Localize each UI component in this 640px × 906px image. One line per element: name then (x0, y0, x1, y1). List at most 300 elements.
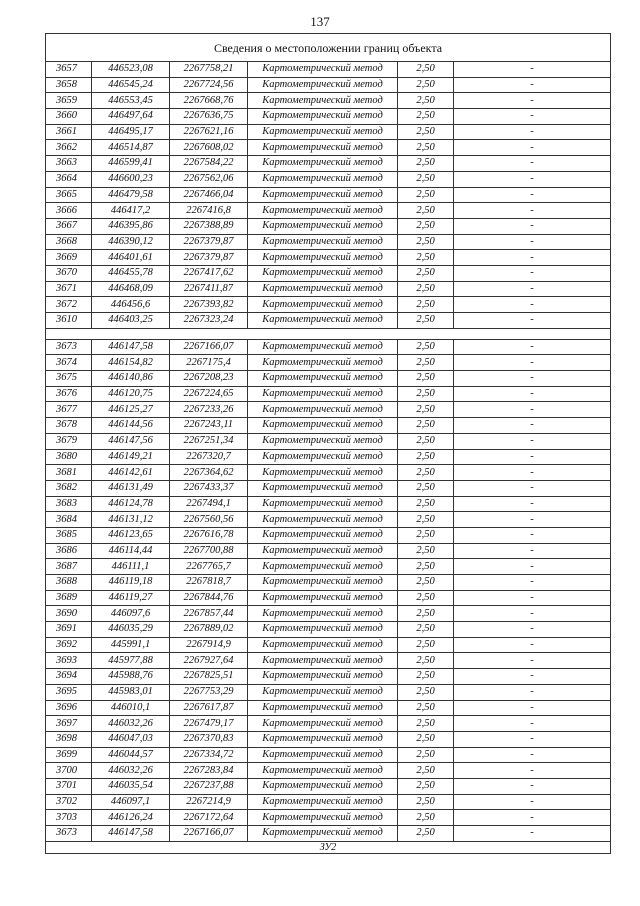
x-coordinate-cell: 446417,2 (92, 203, 170, 219)
x-coordinate-cell: 446140,86 (92, 371, 170, 387)
description-cell: - (454, 559, 611, 575)
point-number-cell: 3687 (46, 559, 92, 575)
description-cell: - (454, 826, 611, 842)
accuracy-cell: 2,50 (398, 218, 454, 234)
accuracy-cell: 2,50 (398, 606, 454, 622)
method-cell: Картометрический метод (248, 109, 398, 125)
method-cell: Картометрический метод (248, 716, 398, 732)
y-coordinate-cell: 2267857,44 (170, 606, 248, 622)
page-number: 137 (310, 14, 330, 29)
table-row (46, 339, 611, 355)
table-row (46, 653, 611, 669)
method-cell: Картометрический метод (248, 622, 398, 638)
point-number-cell: 3694 (46, 669, 92, 685)
footer-row (46, 841, 611, 853)
accuracy-cell: 2,50 (398, 810, 454, 826)
description-cell: - (454, 637, 611, 653)
table-row (46, 124, 611, 140)
point-number-cell: 3664 (46, 171, 92, 187)
description-cell: - (454, 700, 611, 716)
method-cell: Картометрический метод (248, 512, 398, 528)
point-number-cell: 3685 (46, 527, 92, 543)
description-cell: - (454, 622, 611, 638)
accuracy-cell: 2,50 (398, 203, 454, 219)
accuracy-cell: 2,50 (398, 763, 454, 779)
method-cell: Картометрический метод (248, 371, 398, 387)
point-number-cell: 3686 (46, 543, 92, 559)
x-coordinate-cell: 446114,44 (92, 543, 170, 559)
description-cell: - (454, 171, 611, 187)
y-coordinate-cell: 2267724,56 (170, 77, 248, 93)
y-coordinate-cell: 2267416,8 (170, 203, 248, 219)
method-cell: Картометрический метод (248, 637, 398, 653)
table-title: Сведения о местоположении границ объекта (46, 34, 611, 62)
accuracy-cell: 2,50 (398, 418, 454, 434)
x-coordinate-cell: 446123,65 (92, 527, 170, 543)
y-coordinate-cell: 2267379,87 (170, 250, 248, 266)
point-number-cell: 3699 (46, 747, 92, 763)
description-cell: - (454, 763, 611, 779)
method-cell: Картометрический метод (248, 156, 398, 172)
y-coordinate-cell: 2267700,88 (170, 543, 248, 559)
accuracy-cell: 2,50 (398, 355, 454, 371)
point-number-cell: 3689 (46, 590, 92, 606)
table-row (46, 250, 611, 266)
method-cell: Картометрический метод (248, 218, 398, 234)
accuracy-cell: 2,50 (398, 716, 454, 732)
description-cell: - (454, 433, 611, 449)
x-coordinate-cell: 446131,12 (92, 512, 170, 528)
method-cell: Картометрический метод (248, 171, 398, 187)
table-row (46, 203, 611, 219)
description-cell: - (454, 386, 611, 402)
description-cell: - (454, 124, 611, 140)
point-number-cell: 3610 (46, 313, 92, 329)
x-coordinate-cell: 446154,82 (92, 355, 170, 371)
point-number-cell: 3676 (46, 386, 92, 402)
x-coordinate-cell: 446468,09 (92, 281, 170, 297)
x-coordinate-cell: 446032,26 (92, 716, 170, 732)
method-cell: Картометрический метод (248, 386, 398, 402)
table-row (46, 590, 611, 606)
table-row (46, 669, 611, 685)
x-coordinate-cell: 445988,76 (92, 669, 170, 685)
table-row (46, 559, 611, 575)
description-cell: - (454, 265, 611, 281)
footer-label: ЗУ2 (46, 841, 611, 853)
y-coordinate-cell: 2267208,23 (170, 371, 248, 387)
y-coordinate-cell: 2267636,75 (170, 109, 248, 125)
method-cell: Картометрический метод (248, 449, 398, 465)
point-number-cell: 3673 (46, 339, 92, 355)
y-coordinate-cell: 2267417,62 (170, 265, 248, 281)
x-coordinate-cell: 446497,64 (92, 109, 170, 125)
table-row (46, 281, 611, 297)
description-cell: - (454, 297, 611, 313)
x-coordinate-cell: 446599,41 (92, 156, 170, 172)
y-coordinate-cell: 2267608,02 (170, 140, 248, 156)
x-coordinate-cell: 446125,27 (92, 402, 170, 418)
x-coordinate-cell: 446545,24 (92, 77, 170, 93)
x-coordinate-cell: 446403,25 (92, 313, 170, 329)
x-coordinate-cell: 446032,26 (92, 763, 170, 779)
x-coordinate-cell: 446119,27 (92, 590, 170, 606)
table-row (46, 386, 611, 402)
description-cell: - (454, 418, 611, 434)
accuracy-cell: 2,50 (398, 265, 454, 281)
method-cell: Картометрический метод (248, 355, 398, 371)
x-coordinate-cell: 446111,1 (92, 559, 170, 575)
accuracy-cell: 2,50 (398, 297, 454, 313)
x-coordinate-cell: 446126,24 (92, 810, 170, 826)
accuracy-cell: 2,50 (398, 171, 454, 187)
boundary-table (45, 33, 611, 854)
accuracy-cell: 2,50 (398, 386, 454, 402)
accuracy-cell: 2,50 (398, 622, 454, 638)
x-coordinate-cell: 446395,86 (92, 218, 170, 234)
table-row (46, 187, 611, 203)
y-coordinate-cell: 2267753,29 (170, 684, 248, 700)
table-row (46, 778, 611, 794)
y-coordinate-cell: 2267825,51 (170, 669, 248, 685)
point-number-cell: 3697 (46, 716, 92, 732)
point-number-cell: 3666 (46, 203, 92, 219)
description-cell: - (454, 590, 611, 606)
x-coordinate-cell: 446495,17 (92, 124, 170, 140)
method-cell: Картометрический метод (248, 559, 398, 575)
point-number-cell: 3660 (46, 109, 92, 125)
x-coordinate-cell: 446514,87 (92, 140, 170, 156)
table-row (46, 826, 611, 842)
accuracy-cell: 2,50 (398, 465, 454, 481)
accuracy-cell: 2,50 (398, 187, 454, 203)
point-number-cell: 3672 (46, 297, 92, 313)
x-coordinate-cell: 446035,29 (92, 622, 170, 638)
accuracy-cell: 2,50 (398, 669, 454, 685)
y-coordinate-cell: 2267364,62 (170, 465, 248, 481)
description-cell: - (454, 527, 611, 543)
table-row (46, 700, 611, 716)
point-number-cell: 3703 (46, 810, 92, 826)
accuracy-cell: 2,50 (398, 124, 454, 140)
description-cell: - (454, 402, 611, 418)
method-cell: Картометрический метод (248, 418, 398, 434)
accuracy-cell: 2,50 (398, 371, 454, 387)
point-number-cell: 3698 (46, 731, 92, 747)
point-number-cell: 3670 (46, 265, 92, 281)
y-coordinate-cell: 2267224,65 (170, 386, 248, 402)
table-row (46, 810, 611, 826)
table-row (46, 731, 611, 747)
description-cell: - (454, 575, 611, 591)
point-number-cell: 3671 (46, 281, 92, 297)
accuracy-cell: 2,50 (398, 313, 454, 329)
table-row (46, 371, 611, 387)
table-row (46, 355, 611, 371)
table-row (46, 465, 611, 481)
y-coordinate-cell: 2267166,07 (170, 339, 248, 355)
point-number-cell: 3695 (46, 684, 92, 700)
table-row (46, 637, 611, 653)
method-cell: Картометрический метод (248, 653, 398, 669)
description-cell: - (454, 684, 611, 700)
description-cell: - (454, 512, 611, 528)
point-number-cell: 3658 (46, 77, 92, 93)
description-cell: - (454, 543, 611, 559)
method-cell: Картометрический метод (248, 747, 398, 763)
description-cell: - (454, 778, 611, 794)
point-number-cell: 3696 (46, 700, 92, 716)
method-cell: Картометрический метод (248, 124, 398, 140)
method-cell: Картометрический метод (248, 527, 398, 543)
table-row (46, 763, 611, 779)
x-coordinate-cell: 446120,75 (92, 386, 170, 402)
table-row (46, 684, 611, 700)
y-coordinate-cell: 2267411,87 (170, 281, 248, 297)
method-cell: Картометрический метод (248, 543, 398, 559)
y-coordinate-cell: 2267379,87 (170, 234, 248, 250)
point-number-cell: 3679 (46, 433, 92, 449)
accuracy-cell: 2,50 (398, 496, 454, 512)
x-coordinate-cell: 446144,56 (92, 418, 170, 434)
point-number-cell: 3667 (46, 218, 92, 234)
accuracy-cell: 2,50 (398, 402, 454, 418)
table-row (46, 109, 611, 125)
method-cell: Картометрический метод (248, 575, 398, 591)
accuracy-cell: 2,50 (398, 480, 454, 496)
y-coordinate-cell: 2267621,16 (170, 124, 248, 140)
point-number-cell: 3692 (46, 637, 92, 653)
y-coordinate-cell: 2267889,02 (170, 622, 248, 638)
x-coordinate-cell: 445991,1 (92, 637, 170, 653)
accuracy-cell: 2,50 (398, 684, 454, 700)
y-coordinate-cell: 2267758,21 (170, 62, 248, 78)
x-coordinate-cell: 446401,61 (92, 250, 170, 266)
description-cell: - (454, 109, 611, 125)
accuracy-cell: 2,50 (398, 653, 454, 669)
table-row (46, 794, 611, 810)
method-cell: Картометрический метод (248, 62, 398, 78)
table-row (46, 512, 611, 528)
accuracy-cell: 2,50 (398, 575, 454, 591)
method-cell: Картометрический метод (248, 480, 398, 496)
method-cell: Картометрический метод (248, 684, 398, 700)
point-number-cell: 3693 (46, 653, 92, 669)
method-cell: Картометрический метод (248, 187, 398, 203)
point-number-cell: 3681 (46, 465, 92, 481)
description-cell: - (454, 496, 611, 512)
accuracy-cell: 2,50 (398, 559, 454, 575)
description-cell: - (454, 140, 611, 156)
description-cell: - (454, 250, 611, 266)
method-cell: Картометрический метод (248, 203, 398, 219)
method-cell: Картометрический метод (248, 265, 398, 281)
accuracy-cell: 2,50 (398, 156, 454, 172)
y-coordinate-cell: 2267844,76 (170, 590, 248, 606)
y-coordinate-cell: 2267237,88 (170, 778, 248, 794)
method-cell: Картометрический метод (248, 297, 398, 313)
point-number-cell: 3659 (46, 93, 92, 109)
method-cell: Картометрический метод (248, 590, 398, 606)
accuracy-cell: 2,50 (398, 700, 454, 716)
table-row (46, 433, 611, 449)
point-number-cell: 3700 (46, 763, 92, 779)
description-cell: - (454, 156, 611, 172)
y-coordinate-cell: 2267433,37 (170, 480, 248, 496)
y-coordinate-cell: 2267334,72 (170, 747, 248, 763)
table-row (46, 77, 611, 93)
y-coordinate-cell: 2267283,84 (170, 763, 248, 779)
point-number-cell: 3702 (46, 794, 92, 810)
point-number-cell: 3684 (46, 512, 92, 528)
table-row (46, 496, 611, 512)
accuracy-cell: 2,50 (398, 527, 454, 543)
table-row (46, 265, 611, 281)
method-cell: Картометрический метод (248, 794, 398, 810)
x-coordinate-cell: 446035,54 (92, 778, 170, 794)
table-row (46, 527, 611, 543)
point-number-cell: 3673 (46, 826, 92, 842)
point-number-cell: 3665 (46, 187, 92, 203)
y-coordinate-cell: 2267243,11 (170, 418, 248, 434)
point-number-cell: 3683 (46, 496, 92, 512)
table-row (46, 156, 611, 172)
point-number-cell: 3669 (46, 250, 92, 266)
accuracy-cell: 2,50 (398, 234, 454, 250)
description-cell: - (454, 653, 611, 669)
point-number-cell: 3677 (46, 402, 92, 418)
x-coordinate-cell: 446119,18 (92, 575, 170, 591)
accuracy-cell: 2,50 (398, 747, 454, 763)
separator-cell (46, 328, 611, 339)
x-coordinate-cell: 446142,61 (92, 465, 170, 481)
accuracy-cell: 2,50 (398, 339, 454, 355)
point-number-cell: 3662 (46, 140, 92, 156)
y-coordinate-cell: 2267584,22 (170, 156, 248, 172)
accuracy-cell: 2,50 (398, 433, 454, 449)
method-cell: Картометрический метод (248, 433, 398, 449)
table-row (46, 449, 611, 465)
method-cell: Картометрический метод (248, 339, 398, 355)
accuracy-cell: 2,50 (398, 449, 454, 465)
x-coordinate-cell: 446455,78 (92, 265, 170, 281)
accuracy-cell: 2,50 (398, 140, 454, 156)
point-number-cell: 3678 (46, 418, 92, 434)
x-coordinate-cell: 446097,6 (92, 606, 170, 622)
y-coordinate-cell: 2267914,9 (170, 637, 248, 653)
table-row (46, 622, 611, 638)
x-coordinate-cell: 446044,57 (92, 747, 170, 763)
description-cell: - (454, 465, 611, 481)
point-number-cell: 3674 (46, 355, 92, 371)
x-coordinate-cell: 445977,88 (92, 653, 170, 669)
y-coordinate-cell: 2267233,26 (170, 402, 248, 418)
y-coordinate-cell: 2267466,04 (170, 187, 248, 203)
table-row (46, 543, 611, 559)
table-row (46, 171, 611, 187)
description-cell: - (454, 93, 611, 109)
description-cell: - (454, 218, 611, 234)
y-coordinate-cell: 2267765,7 (170, 559, 248, 575)
description-cell: - (454, 77, 611, 93)
method-cell: Картометрический метод (248, 402, 398, 418)
description-cell: - (454, 355, 611, 371)
accuracy-cell: 2,50 (398, 543, 454, 559)
x-coordinate-cell: 446553,45 (92, 93, 170, 109)
method-cell: Картометрический метод (248, 313, 398, 329)
accuracy-cell: 2,50 (398, 826, 454, 842)
method-cell: Картометрический метод (248, 465, 398, 481)
y-coordinate-cell: 2267166,07 (170, 826, 248, 842)
description-cell: - (454, 480, 611, 496)
table-row (46, 62, 611, 78)
point-number-cell: 3690 (46, 606, 92, 622)
x-coordinate-cell: 446479,58 (92, 187, 170, 203)
method-cell: Картометрический метод (248, 700, 398, 716)
accuracy-cell: 2,50 (398, 77, 454, 93)
y-coordinate-cell: 2267388,89 (170, 218, 248, 234)
method-cell: Картометрический метод (248, 763, 398, 779)
y-coordinate-cell: 2267668,76 (170, 93, 248, 109)
point-number-cell: 3661 (46, 124, 92, 140)
point-number-cell: 3691 (46, 622, 92, 638)
description-cell: - (454, 731, 611, 747)
method-cell: Картометрический метод (248, 778, 398, 794)
description-cell: - (454, 234, 611, 250)
x-coordinate-cell: 446131,49 (92, 480, 170, 496)
description-cell: - (454, 187, 611, 203)
description-cell: - (454, 606, 611, 622)
y-coordinate-cell: 2267616,78 (170, 527, 248, 543)
accuracy-cell: 2,50 (398, 512, 454, 528)
description-cell: - (454, 794, 611, 810)
description-cell: - (454, 371, 611, 387)
x-coordinate-cell: 446097,1 (92, 794, 170, 810)
method-cell: Картометрический метод (248, 234, 398, 250)
table-row (46, 418, 611, 434)
description-cell: - (454, 339, 611, 355)
x-coordinate-cell: 446390,12 (92, 234, 170, 250)
method-cell: Картометрический метод (248, 281, 398, 297)
description-cell: - (454, 716, 611, 732)
table-row (46, 297, 611, 313)
y-coordinate-cell: 2267560,56 (170, 512, 248, 528)
accuracy-cell: 2,50 (398, 93, 454, 109)
x-coordinate-cell: 446047,03 (92, 731, 170, 747)
table-row (46, 402, 611, 418)
y-coordinate-cell: 2267479,17 (170, 716, 248, 732)
x-coordinate-cell: 446010,1 (92, 700, 170, 716)
accuracy-cell: 2,50 (398, 778, 454, 794)
table-row (46, 93, 611, 109)
y-coordinate-cell: 2267251,34 (170, 433, 248, 449)
accuracy-cell: 2,50 (398, 250, 454, 266)
point-number-cell: 3680 (46, 449, 92, 465)
description-cell: - (454, 810, 611, 826)
method-cell: Картометрический метод (248, 606, 398, 622)
table-row (46, 606, 611, 622)
point-number-cell: 3668 (46, 234, 92, 250)
x-coordinate-cell: 446149,21 (92, 449, 170, 465)
y-coordinate-cell: 2267818,7 (170, 575, 248, 591)
description-cell: - (454, 281, 611, 297)
separator-row (46, 328, 611, 339)
table-row (46, 575, 611, 591)
y-coordinate-cell: 2267320,7 (170, 449, 248, 465)
y-coordinate-cell: 2267175,4 (170, 355, 248, 371)
table-row (46, 480, 611, 496)
table-title-row (46, 34, 611, 62)
